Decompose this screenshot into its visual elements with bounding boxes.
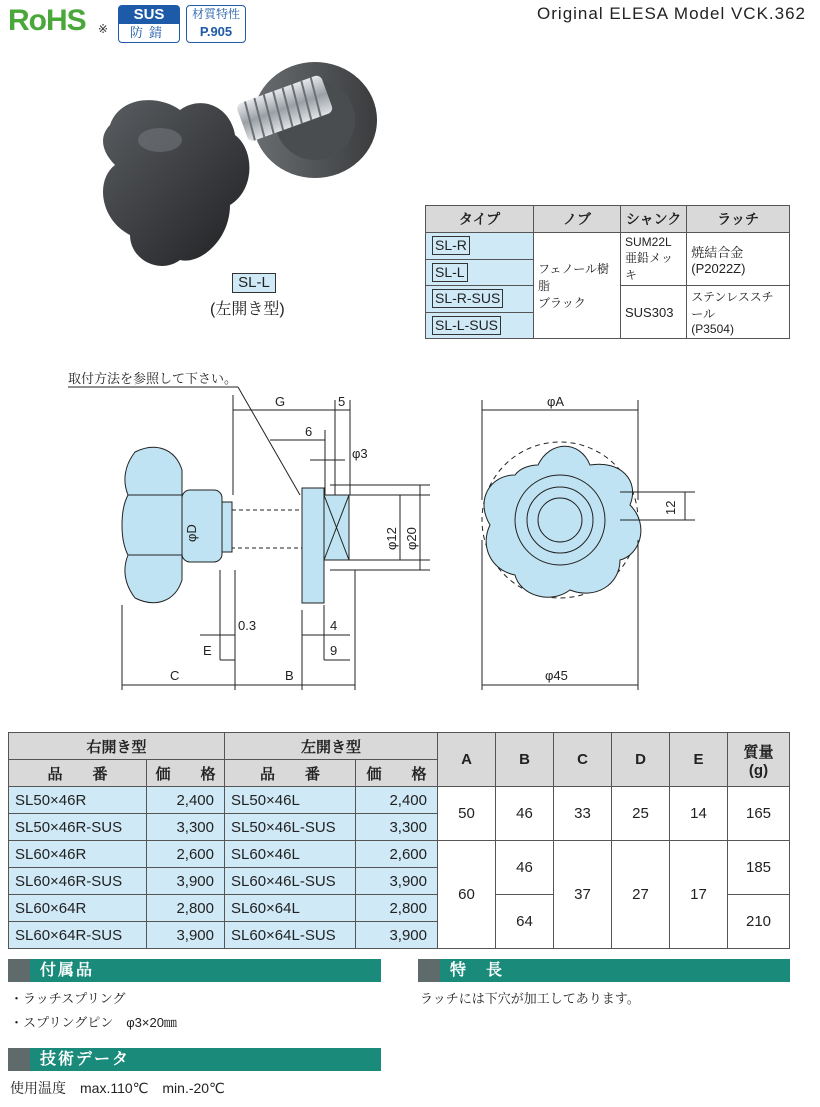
mat-knob: フェノール樹脂 ブラック [534, 233, 621, 339]
val-B: 46 [496, 841, 554, 895]
left-code: SL60×46L-SUS [225, 868, 356, 895]
accessory-item: ・ラッチスプリング [10, 991, 126, 1006]
sub-price: 価 格 [356, 760, 438, 787]
left-code: SL60×46L [225, 841, 356, 868]
mat-type-cell [426, 259, 534, 286]
dim-phi20: φ20 [404, 527, 419, 550]
accessories-header [8, 959, 381, 982]
left-price: 2,800 [356, 895, 438, 922]
page-title: Original ELESA Model VCK.362 [537, 4, 806, 23]
material-badge-bottom: P.905 [199, 24, 233, 39]
val-mass: 185 [728, 841, 790, 895]
section-marker [8, 1048, 30, 1071]
dim-phiA: φA [547, 394, 565, 409]
mat-type-cell [426, 233, 534, 260]
val-mass: 210 [728, 895, 790, 949]
product-image [90, 40, 390, 280]
mat-type-cell [426, 312, 534, 339]
table-row [9, 787, 790, 814]
dim-4: 4 [330, 618, 338, 633]
val-B: 64 [496, 895, 554, 949]
val-D: 25 [612, 787, 670, 841]
val-E: 17 [670, 841, 728, 949]
dim-E: E [203, 643, 212, 658]
tech-title: 技術データ [40, 1051, 131, 1068]
mat-header-knob: ノブ [534, 206, 621, 233]
val-E: 14 [670, 787, 728, 841]
left-code: SL60×64L [225, 895, 356, 922]
tech-text: 使用温度 max.110℃ min.-20℃ [10, 1080, 225, 1096]
right-code: SL50×46R-SUS [9, 814, 147, 841]
val-A: 60 [438, 841, 496, 949]
mat-header-type: タイプ [426, 206, 534, 233]
rohs-logo: RoHS [8, 4, 86, 37]
val-A: 50 [438, 787, 496, 841]
features-text: ラッチには下穴が加工してあります。 [420, 991, 640, 1006]
section-marker [8, 959, 30, 982]
tech-header [8, 1048, 381, 1071]
right-price: 3,300 [147, 814, 225, 841]
left-price: 3,900 [356, 868, 438, 895]
mat-type-cell [426, 286, 534, 313]
dim-phi12: φ12 [384, 527, 399, 550]
sub-code: 品 番 [9, 760, 147, 787]
section-marker [418, 959, 440, 982]
right-code: SL60×46R-SUS [9, 868, 147, 895]
dim-C: C [170, 668, 180, 683]
sus-badge-top: SUS [119, 6, 179, 24]
left-price: 3,900 [356, 922, 438, 949]
mat-header-shank: シャンク [621, 206, 687, 233]
mat-header-latch: ラッチ [687, 206, 790, 233]
val-C: 37 [554, 841, 612, 949]
right-price: 3,900 [147, 868, 225, 895]
accessories-title: 付属品 [40, 962, 95, 979]
right-price: 2,600 [147, 841, 225, 868]
col-mass-label: 質量 [743, 743, 774, 761]
left-price: 2,600 [356, 841, 438, 868]
features-header [418, 959, 790, 982]
group-right: 右開き型 [9, 733, 225, 760]
mat-type: SL-R [432, 236, 470, 255]
dim-G: G [275, 394, 286, 409]
sus-badge-bottom: 防錆 [129, 25, 168, 40]
technical-drawing [60, 370, 760, 705]
col-B: B [496, 733, 554, 787]
mat-latch-2: ステンレススチール (P3504) [687, 286, 790, 339]
left-code: SL50×46L-SUS [225, 814, 356, 841]
dim-12: 12 [663, 500, 678, 515]
dim-phi3: φ3 [352, 446, 368, 461]
dim-phi45: φ45 [545, 668, 568, 683]
mat-type: SL-R-SUS [432, 289, 503, 308]
right-price: 2,400 [147, 787, 225, 814]
col-mass [728, 733, 790, 787]
val-C: 33 [554, 787, 612, 841]
right-code: SL50×46R [9, 787, 147, 814]
dim-5: 5 [338, 394, 346, 409]
right-price: 3,900 [147, 922, 225, 949]
spec-table [8, 732, 790, 949]
col-mass-unit: (g) [748, 761, 769, 779]
sus-badge [118, 5, 180, 43]
model-caption: (左開き型) [210, 301, 285, 318]
val-D: 27 [612, 841, 670, 949]
mat-type: SL-L [432, 263, 468, 282]
left-price: 2,400 [356, 787, 438, 814]
right-code: SL60×64R [9, 895, 147, 922]
table-row [9, 841, 790, 868]
dim-B: B [285, 668, 294, 683]
col-C: C [554, 733, 612, 787]
model-label-box: SL-L [232, 273, 276, 293]
col-A: A [438, 733, 496, 787]
sub-code: 品 番 [225, 760, 356, 787]
mat-type: SL-L-SUS [432, 316, 501, 335]
left-code: SL50×46L [225, 787, 356, 814]
left-code: SL60×64L-SUS [225, 922, 356, 949]
left-price: 3,300 [356, 814, 438, 841]
group-left: 左開き型 [225, 733, 438, 760]
mount-note: 取付方法を参照して下さい。 [68, 371, 238, 386]
dim-phiD: φD [184, 524, 199, 542]
right-code: SL60×64R-SUS [9, 922, 147, 949]
val-mass: 165 [728, 787, 790, 841]
material-badge [186, 5, 246, 43]
dim-0-3: 0.3 [238, 618, 257, 633]
col-D: D [612, 733, 670, 787]
dim-9: 9 [330, 643, 338, 658]
right-price: 2,800 [147, 895, 225, 922]
mat-latch-1: 焼結合金 (P2022Z) [687, 233, 790, 286]
rohs-mark: ※ [98, 22, 109, 36]
material-badge-top: 材質特性 [191, 7, 240, 21]
mat-shank-1: SUM22L 亜鉛メッキ [621, 233, 687, 286]
val-B: 46 [496, 787, 554, 841]
right-code: SL60×46R [9, 841, 147, 868]
col-E: E [670, 733, 728, 787]
mat-shank-2: SUS303 [621, 286, 687, 339]
dim-6: 6 [305, 424, 313, 439]
features-title: 特 長 [450, 962, 505, 979]
accessory-item: ・スプリングピン φ3×20㎜ [10, 1015, 177, 1030]
sub-price: 価 格 [147, 760, 225, 787]
material-table [425, 205, 790, 339]
